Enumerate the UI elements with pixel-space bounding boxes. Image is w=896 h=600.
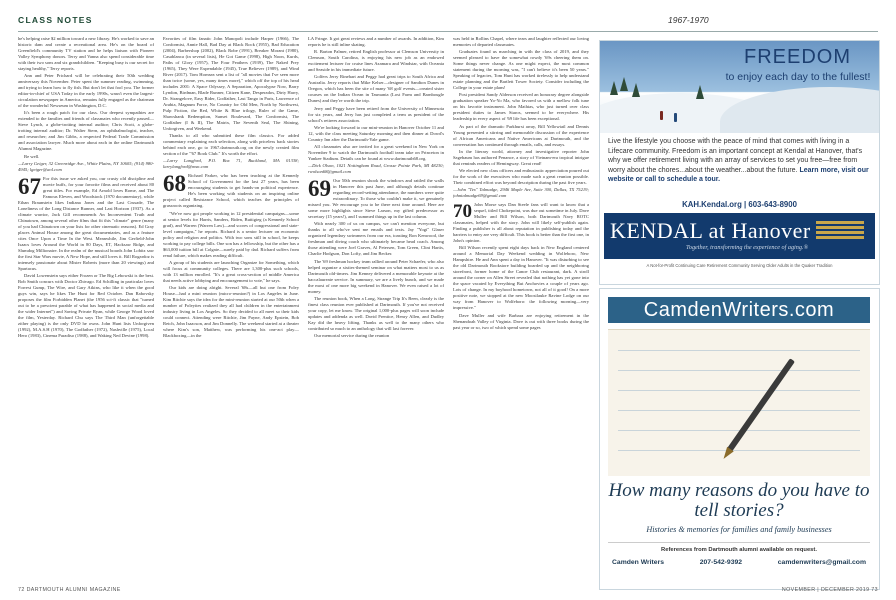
- footer-right: NOVEMBER | DECEMBER 2019 73: [781, 587, 878, 593]
- ad-call-to-action: Learn more, visit our website or call to schedule a tour.: [608, 166, 869, 184]
- kendal-logo-banner: [604, 213, 875, 259]
- paragraph: Our memorial service during the reunion: [314, 332, 390, 338]
- paragraph: With nearly 300 of us on campus, we can't mention everyone, but thanks to all who've sent me emails and texts. Jay "Yogi" Glaser organized legendary swimmers from our era, toasting Ron Kenwood, the freshman and diving coach who ultimately became head coach. Among those attending were Joel Graves, Al Petersen, Tom Green, Clint Hartis, Charlie Hodgson, Don Lofty, and Jim Becker.: [308, 221, 444, 257]
- paragraph: Jerry and Peggy have been retired from the University of Minnesota for six years, and Jerry has just completed a term as president of the school's retirees association.: [308, 105, 444, 123]
- paragraph: David Lowenstein says either Frozen or The Big Lebowski is the best. Bob Smith concurs with Doctor Zhivago. Ed Schilling in particular loves Forrest Gump, The Wire, and Gary Atkins, who like it when the good guys win, says he likes The Hunt for Red October. Dan Rabovsky proposes the film Forbidden Planet (the 1956 sci-fi classic that "turned out to be a prescient parable of what has happened in social media and the wider Internet") and Saving Private Ryan, while George Wood loved the film, Yesterday. Richard Chu says The Third Man (unforgettable zither playing) is the only DVD he owns. John Hunt lists Unforgiven (1992), M.A.S.H (1970), The Godfather (1972), Nashville (1975), Local Hero (1983), Cinema Paradiso (1988), and Waking Ned Devine (1998).: [18, 272, 154, 338]
- paragraph: John Morse says Dan Steele fans will want to know that a sequel, titled Chokepoint, was due out sometime in July. Dave Muller and Bill Wilson, both Dartmouth Navy ROTC classmates, helped with the story. John will likely self-publish again. Finding a publisher is all about reputation in publishing today and the barriers to entry are very difficult. This book is better than the first one, in John's opinion.: [453, 202, 589, 244]
- header-rule: [18, 31, 878, 32]
- signature: —Larry Geiger, 32 Greenridge Ave., White Plains, NY 10605; (914) 980-4945; lgeiger@aol.com: [18, 160, 154, 172]
- signature: —Larry Langford, P.O. Box 71, Buckland, MA 01338; larrylangford@msn.com: [163, 158, 299, 170]
- kendal-tagline: Together, transforming the experience of aging.®: [686, 244, 809, 251]
- paragraph: Richard Parker, who has been teaching at the Kennedy School of Government for the last 27 years, has been encouraging students to get hands-on political experience. He's been working with students on an inspiring online project called Resistance School, which teaches the principles of grassroots organizing.: [163, 173, 299, 209]
- paper-line: [618, 390, 860, 391]
- paragraph: Graduates found us marching in with the class of 2019, and they seemed pleased to have the somewhat rowdy '69s cheering them on. Some things never change. As one might expect, the most common statement during the morning was, "I can't believe it's been 50 years." Speaking of legacies, Tom Hunt has worked tirelessly to help understand estate planning and the Bartlett Tower Society. Consider including the College in your estate plans!: [453, 49, 589, 91]
- winter-scene-photo: [600, 41, 879, 133]
- paragraph: Bill Wilson recently spent eight days back in New England centered around a Memorial Day Weekend wedding in Wolfeboro, New Hampshire. He and Ann spent a day in Hanover. "It was disturbing to see the old Dartmouth Bookstore building boarded up and the neighboring storefront, former home of the Canoe Club restaurant, dark. A stroll around the corner on Allen Street revealed that nothing has yet gone into the space vacated by Everything But Anchovies a couple of years ago. Lots of change. In my boyhood hometown, not all of it good! On a more positive note, we stopped at the new Moosilauke Ravine Lodge on our way from Hanover to Wolfeboro: the following morning—very impressive.": [453, 245, 589, 311]
- class-years: 1967-1970: [668, 15, 709, 25]
- skier-figure: [660, 111, 663, 120]
- tree-icon: [610, 81, 618, 95]
- ad-contacts: [608, 559, 870, 566]
- paragraph: LA Fringe. It got great reviews and a number of awards. In addition, Kim reports he is still inline skating.: [308, 36, 444, 47]
- paragraph: All classmates also are invited for a great weekend in New York on November 9 to watch the Dartmouth football team take on Princeton in Yankee Stadium. Details can be found at www.dartmouth68.org.: [308, 143, 444, 161]
- ad-contact-link[interactable]: KAH.Kendal.org | 603-643-8900: [682, 200, 797, 209]
- section-title: CLASS NOTES: [18, 15, 93, 25]
- paragraph: It's been a rough patch for our class. Our deepest sympathies are extended to the families and friends of classmates who recently passed—Steve Lynch, a globe-trotting internal auditor; Chris Scott, a globe-trotting internal auditor; Dr. Walter Stern, an ophthalmologist, teacher, and researcher; and Jim Gibbs, a respected Federal Trade Commission and association lawyer. Much more about each in the online Dartmouth Alumni Magazine.: [18, 110, 154, 152]
- tree-icon: [696, 85, 704, 99]
- paragraph: Post president Sandy Alderson received an honorary degree alongside graduation speaker Yo-Yo Ma, who favored us with a mellow folk tune on his favorite instrument. John Mathias, who just turned over class president duties to James Staros, seemed to be everywhere. His leadership in every aspect of '69 life has been exceptional.: [453, 92, 589, 122]
- paragraph: As part of the dramatic Parkhurst array, Bill Yellowtail and Dennis Young presented a stirring and memorable discussion of the experience of African Americans and Native Americans at Dartmouth, and the conversation has continued through emails, calls, and essays.: [453, 123, 589, 147]
- fountain-pen-illustration: [608, 329, 870, 476]
- email-link[interactable]: camdenwriters@gmail.com: [777, 559, 866, 566]
- signature: —John "Tex" Talmadge, 2946 Maple Ave, Suite 300, Dallas, TX 75219; johntalmadge69@gmail.com: [453, 187, 589, 199]
- tree-icon: [632, 83, 640, 97]
- paragraph: Ann and Peter Prichard will be celebrating their 50th wedding anniversary this November. Peter spent the summer reading, swimming, and trying to learn how to fly fish. But don't let that fool you. The former editor-in-chief of USA Today in the early 1990s, wasn't even the largest-circulation newspaper in America, remains fully engaged as the chairman of the wonderful Newseum in Washington, D.C.: [18, 73, 154, 109]
- signature: —Dick Olson, 1021 Nottingham Road, Grosse Pointe Park, MI 48230; rwolson68@gmail.com: [308, 163, 444, 175]
- pen-icon: [727, 358, 795, 452]
- phone-number[interactable]: 207-542-9392: [699, 559, 743, 566]
- ad-references-note: References from Dartmouth alumni available on request.: [661, 547, 817, 553]
- paragraph: he's helping raise $2 million toward a new library. He's worked to save an historic dam and create a recreational area. He's on the board of Greenfield's community TV station and he helps liaison with Pioneer Valley Symphony donors. Terry and Vanna also spend considerable time with their two sons and six grandchildren. "Keeping busy is our secret for staying healthy," Terry reports.: [18, 36, 154, 71]
- footer-left: 72 DARTMOUTH ALUMNI MAGAZINE: [18, 587, 121, 593]
- paper-line: [618, 350, 860, 351]
- ad-body: [608, 137, 874, 185]
- paragraph: The reunion book, When a Long, Strange Trip It's Been, clearly is the finest class reunion ever published at Dartmouth. If you've not received your copy, let me know. The original 1,000-plus pages will soon include updates and addenda as well. David Prentice, Henry Allen, and Dudley Kay did the heavy lifting. Thanks as well to the many others who contributed so much to an anthology that will last forever.: [308, 295, 444, 331]
- paragraph: We're looking forward to our mini-reunion in Hanover October 11 and 12, with the class meeting Saturday morning and then dinner at Dowd's Country Inn after the Dartmouth-Yale game.: [308, 124, 444, 142]
- paragraph: Our 50th reunion shook the windows and rattled the walls in Hanover this past June, and although details continue regarding record-setting attendance, the numbers were quite extraordinary. To those who couldn't make it, we genuinely missed you. We encourage you to be there next time around. Here are some more highlights since Steve Larson, my gifted predecessor as secretary (15 years!), and I summed things up in the last column.: [308, 178, 444, 220]
- company-name: Camden Writers: [612, 559, 664, 566]
- page-header: [0, 0, 896, 40]
- paragraph: "We've now got people working in 12 presidential campaigns—some at senior levels for Harris, Sanders, Biden, Buttigieg (a Kennedy School grad), and Warren (Warren Law)—and scores of congressional and state-level campaigns," he reports. Richard is a senior lecturer on economic policy and religion and politics. With two sons still in school, he keeps working to pay college bills. One son has a fellowship, but the other has a $63,000 tuition bill at Colgate—surely paid by dad. Richard suffers from renal failure, which makes reading difficult.: [163, 210, 299, 258]
- paragraph: For this issue we asked you, our crusty old discipline and movie buffs, for your favorite films and received about 80 great titles. For example, Ed Arnold loves Rome, and The Famous Eleven, and Woodstock (1970 documentary), while Ethan Braunstein likes Indiana Jones and the Last Crusade, The Loneliness of the Long Distance Runner, and Last Horizon (1937). As a climate warrior, Jack Gill recommends An Inconvenient Truth and Chinatown, among several other films that fit this "climate" genre (many of you had Chinatown on your lists for other cinematic reasons). Ed Gray places Animal House among the great documentaries, and as a feature cites Once Upon a Time In the West. Meanwhile, Jim Gerfield-John Isaacs loves Around the World in 80 Days, ET, Hacksaw Ridge, and Slumdog Millionaire. In the realm of the musical boards John Lobitz saw the first Star Wars movie, A New Hope, and still loves it. Bill Rogardoz is intensely passionate about Mister Roberts (more than 20 viewings) and Spartacus.: [18, 175, 154, 271]
- paragraph: The '69 freshman hockey team rallied around Peter Schaefer, who also helped organize a sixties-themed seminar on what matters most to us as Dartmouth old-timers. Jim Kenney delivered a memorable keynote at the baccalaureate service. In summary, we are a lively bunch, and we made the most of one more big weekend in Hanover. We even raised a lot of money.: [308, 258, 444, 294]
- paragraph: Our kids are doing alright. Several '68s—all but one from Foley House—had a mini reunion (micro-reunion?) in Los Angeles in June. Kim Ritchie says the idea for the mini-reunion started at our 50th when a number of Foleyites realized they all had children in the entertainment industry living in Los Angeles. So they decided to all meet so their kids could connect. Attending were Ritchie, Jim Payne, Andy Epstein, Bob Reich, John Isaacson, and Jim Donnelly. The weekend started at a theater where Kim's son, Matthew, was performing his one-act play—Blackboxing—in the: [163, 284, 299, 338]
- paragraph: Dave Muller and wife Barbara are enjoying retirement in the Shenandoah Valley of Virginia. Dave is out with three books during the past year or so, two of which spend some pages: [453, 312, 589, 330]
- paper-line: [618, 410, 860, 411]
- ad-headline: How many reasons do you have to tell stories?: [608, 480, 870, 521]
- divider: [608, 542, 870, 543]
- camden-writers-advertisement[interactable]: [599, 288, 880, 590]
- ad-subheadline: Histories & memories for families and family businesses: [646, 525, 832, 534]
- kendal-emblem-icon: [816, 221, 864, 249]
- ad-body-text: Live the lifestyle you choose with the peace of mind that comes with living in a Lifecare community. Freedom is an important concept at Kendal at Hanover, that's why we offer retirement living with an array of services to set you free—free from worry about the chores...about the weather...about the future.: [608, 138, 863, 174]
- paper-line: [618, 450, 860, 451]
- ad-subheadline: to enjoy each day to the fullest!: [725, 71, 871, 83]
- paragraph: We elected new class officers and enthusiastic appreciation poured out for the work of the executives who made such a great reunion possible. Their combined effort was beyond description during the past five years.: [453, 167, 589, 185]
- page-footer: [18, 584, 878, 596]
- snow-hill: [720, 87, 879, 133]
- kendal-logo: KENDAL at Hanover: [610, 218, 811, 243]
- class-year-dropcap: 69: [308, 176, 331, 202]
- tree-icon: [620, 77, 628, 91]
- ad-fine-print: A Not-for-Profit Continuing Care Retirement Community Serving Older Adults in the Quaker Tradition: [646, 263, 833, 268]
- skier-figure: [674, 113, 677, 122]
- paragraph: Favorites of film fanatic John Manopoli include Harper (1966), The Conformist, Annie Hall, Bad Day at Black Rock (1955), Bad Education (2004), Barbershop (2002), Black Robe (1991), Breaker Morant (1980), Casablanca (in several lists), He Got Game (1998), High Noon, Kurds, Paths of Glory (1957), The Four Feathers (1939), The Naked Prey (1965), They Were Expendable (1945), True Believer (1989), and Wind River (2017). Tom Hornsea sent a list of "all movies that I've seen more than twice (some, yes, many times more)," which off the top of his head includes 2001: A Space Odyssey, A Separation, Apocalypse Now, Barry Lyndon, Birdman, Blade Runner, Citizen Kane, Desperados, Dirty Harry, Dr. Strangelove, Easy Rider, Godfather, Last Tango in Paris, Lawrence of Arabia, Magnum Force, No Country for Old Men, North by Northwest, Pulp Fiction, the Red, White & Blue trilogy, Ruler of the Game, Shawshank Redemption, Sunset Boulevard, The Conformist, The Godfather (I & II), The Matrix, The Seventh Seal, The Shining, Unforgiven, and Weekend.: [163, 36, 299, 131]
- paragraph: R. Barton Palmer, retired English professor at Clemson University in Clemson, South Carolina, is enjoying his new job as an endowed excitement lecturer for cruise lines Azamara and Windstar, with Oceania and Seaside in his immediate future.: [308, 49, 444, 73]
- paragraph: A group of his students are launching Organize for Something, which will focus at community colleges. There are 1,300-plus such schools, with 13 million enrolled. "It's a great cross-section of middle America that needs active lobbying and encouragement to vote," he says.: [163, 259, 299, 283]
- column-1: [18, 36, 154, 582]
- paper-line: [618, 370, 860, 371]
- ad-headline: FREEDOM: [744, 46, 851, 68]
- paragraph: was held in Rollins Chapel, where tears and laughter reflected our loving memories of departed classmates.: [453, 36, 589, 47]
- class-year-dropcap: 68: [163, 171, 186, 197]
- class-year-dropcap: 70: [453, 201, 472, 223]
- column-4: [453, 36, 589, 582]
- kendal-advertisement[interactable]: [599, 40, 880, 285]
- column-3: [308, 36, 444, 582]
- camden-brand[interactable]: CamdenWriters.com: [608, 297, 870, 323]
- paragraph: Thanks to all who submitted these film classics. For added commentary explaining each selection, along with priceless back stories behind each one, go to 1967.dartmouth.org on the newly created film section of the "'67 Book Club." It's worth the effort.: [163, 133, 299, 157]
- class-year-dropcap: 67: [18, 173, 41, 199]
- column-2: [163, 36, 299, 582]
- paragraph: Golfers Jerry Rinehart and Peggy had great trips to South Africa and Australia. Jerry reports that Mike Kelser—designer of Sandton Dunes in Oregon, which has been the site of many '68 golf events—created sister courses on the Indian Ocean in Tasmania (Lost Farm and Barnbougle Dunes) and they're worth the trip.: [308, 74, 444, 104]
- paragraph: In the literary world, attorney and investigative reporter John Sagebaum has authored Penance, a story of Vietnam-era tropical intrigue that reminds readers of Hemingway. Great read!: [453, 148, 589, 166]
- paragraph: Be well.: [24, 153, 40, 159]
